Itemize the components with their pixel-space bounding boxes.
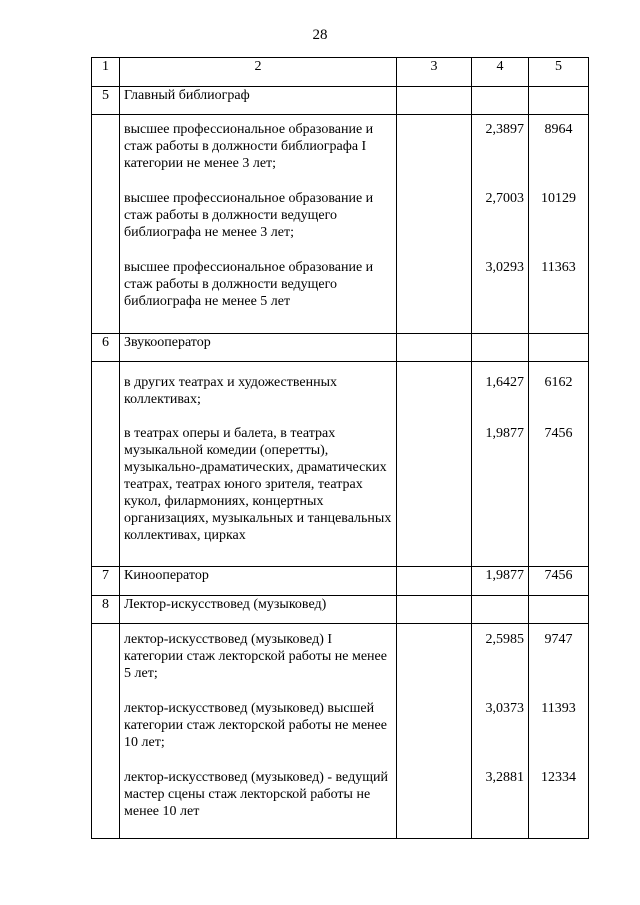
salary-value: 9747 xyxy=(544,632,573,647)
positions-table xyxy=(91,57,589,839)
table-row xyxy=(92,624,589,839)
qualification-text: лектор-искусствовед (музыковед) - ведущий мастер сцены стаж лекторской работы не менее 10 лет xyxy=(124,770,388,819)
salary-value: 10129 xyxy=(541,191,576,206)
qualification-text: лектор-искусствовед (музыковед) высшей категории стаж лекторской работы не менее 10 лет; xyxy=(124,701,387,750)
page-number: 28 xyxy=(312,27,328,43)
coefficient-value: 3,2881 xyxy=(485,770,524,785)
coefficient-value: 2,3897 xyxy=(485,122,524,137)
table-row xyxy=(92,596,589,624)
header-cell: 2 xyxy=(120,58,397,87)
table-row xyxy=(92,115,589,334)
position-title: Звукооператор xyxy=(120,334,397,362)
coefficient-value: 2,7003 xyxy=(485,191,524,206)
row-number: 8 xyxy=(92,596,120,624)
header-cell: 4 xyxy=(472,58,529,87)
qualification-text: высшее профессиональное образование и стаж работы в должности ведущего библиографа не менее 5 лет xyxy=(124,260,374,309)
header-cell: 5 xyxy=(529,58,589,87)
table-row xyxy=(92,334,589,362)
qualification-text: лектор-искусствовед (музыковед) I категории стаж лекторской работы не менее 5 лет; xyxy=(124,632,387,681)
header-row xyxy=(92,58,589,87)
salary-value: 12334 xyxy=(541,770,576,785)
salary-value: 6162 xyxy=(544,375,573,390)
row-number: 7 xyxy=(92,567,120,596)
header-cell: 3 xyxy=(397,58,472,87)
coefficient-value: 3,0373 xyxy=(485,701,524,716)
coefficient-value: 1,6427 xyxy=(485,375,524,390)
salary-value: 7456 xyxy=(544,426,573,441)
header-cell: 1 xyxy=(92,58,120,87)
qualification-text: высшее профессиональное образование и стаж работы в должности ведущего библиографа не менее 3 лет; xyxy=(124,191,374,240)
coefficient-value: 2,5985 xyxy=(485,632,524,647)
position-title: Кинооператор xyxy=(120,567,397,596)
coefficient-value: 3,0293 xyxy=(485,260,524,275)
qualification-text: в театрах оперы и балета, в театрах музыкальной комедии (оперетты), музыкально-драматических, драматических театрах, театрах юного зрителя, театрах кукол, филармониях, концертных организациях, музыкальных и танцевальных коллективах, цирках xyxy=(124,426,392,543)
coefficient-value: 1,9877 xyxy=(485,426,524,441)
salary-value: 8964 xyxy=(544,122,573,137)
qualification-text: высшее профессиональное образование и стаж работы в должности библиографа I категории не менее 3 лет; xyxy=(124,122,374,171)
row-number: 6 xyxy=(92,334,120,362)
row-number: 5 xyxy=(92,87,120,115)
salary-value: 11393 xyxy=(541,701,576,716)
table-row xyxy=(92,362,589,567)
table-row xyxy=(92,87,589,115)
salary-value: 7456 xyxy=(529,567,589,596)
table-row xyxy=(92,567,589,596)
coefficient-value: 1,9877 xyxy=(472,567,529,596)
position-title: Главный библиограф xyxy=(120,87,397,115)
qualification-text: в других театрах и художественных коллективах; xyxy=(124,375,338,407)
position-title: Лектор-искусствовед (музыковед) xyxy=(120,596,397,624)
salary-value: 11363 xyxy=(541,260,576,275)
